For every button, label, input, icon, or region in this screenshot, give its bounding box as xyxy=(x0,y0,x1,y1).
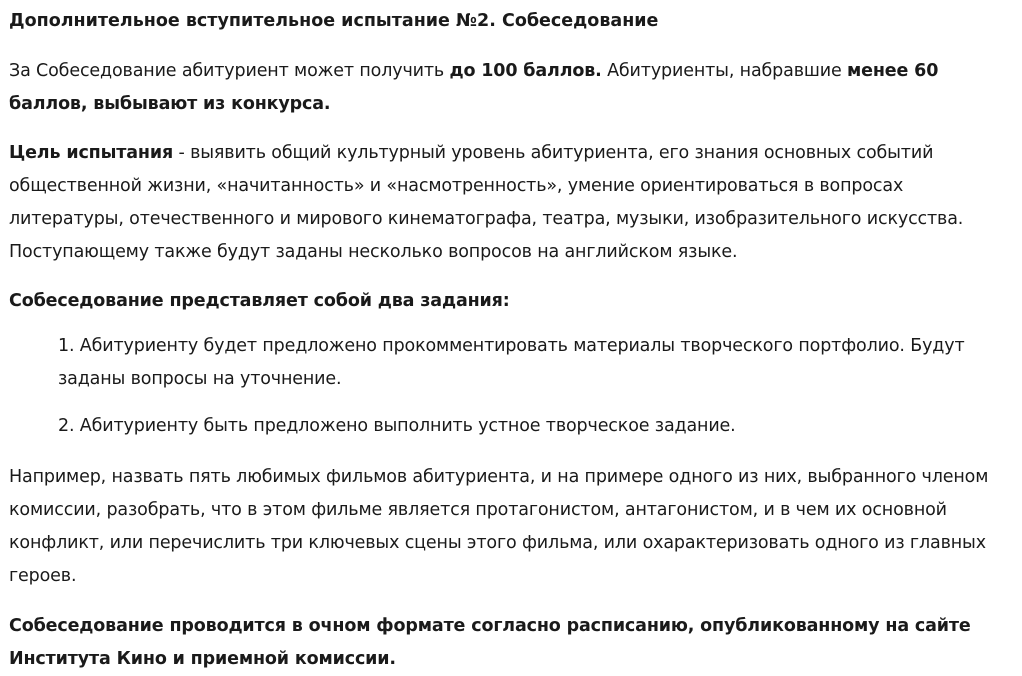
list-item: 1. Абитуриенту будет предложено прокомментировать материалы творческого портфолио. Будут заданы вопросы на уточнение. xyxy=(58,336,965,389)
goal-paragraph xyxy=(9,137,1016,269)
max-score-bold: до 100 баллов. xyxy=(449,61,602,81)
min-score-bold: менее 60 баллов, выбывают из конкурса. xyxy=(9,61,939,114)
goal-label: Цель испытания xyxy=(9,143,174,163)
score-text-1: За Собеседование абитуриент может получить xyxy=(9,61,450,81)
tasks-intro xyxy=(9,285,1016,318)
format-bold: Собеседование проводится в очном формате согласно расписанию, опубликованному на сайте Института Кино и приемной комиссии. xyxy=(9,616,971,669)
tasks-intro-bold: Собеседование представляет собой два задания: xyxy=(9,291,510,311)
score-paragraph xyxy=(9,55,1016,121)
format-paragraph xyxy=(9,610,1016,676)
example-paragraph: Например, назвать пять любимых фильмов абитуриента, и на примере одного из них, выбранного членом комиссии, разобрать, что в этом фильме является протагонистом, антагонистом, и в чем их основной конфликт, или перечислить три ключевых сцены этого фильма, или охарактеризовать одного из главных героев. xyxy=(9,467,989,586)
page-title: Дополнительное вступительное испытание №2. Собеседование xyxy=(9,11,659,31)
list-item: 2. Абитуриенту быть предложено выполнить устное творческое задание. xyxy=(58,416,736,436)
score-text-2: Абитуриенты, набравшие xyxy=(601,61,847,81)
goal-text: - выявить общий культурный уровень абитуриента, его знания основных событий общественной жизни, «начитанность» и «насмотренность», умение ориентироваться в вопросах литературы, отечественного и мирового кинематографа, театра, музыки, изобразительного искусства. Поступающему также будут заданы несколько вопросов на английском языке. xyxy=(9,143,964,262)
